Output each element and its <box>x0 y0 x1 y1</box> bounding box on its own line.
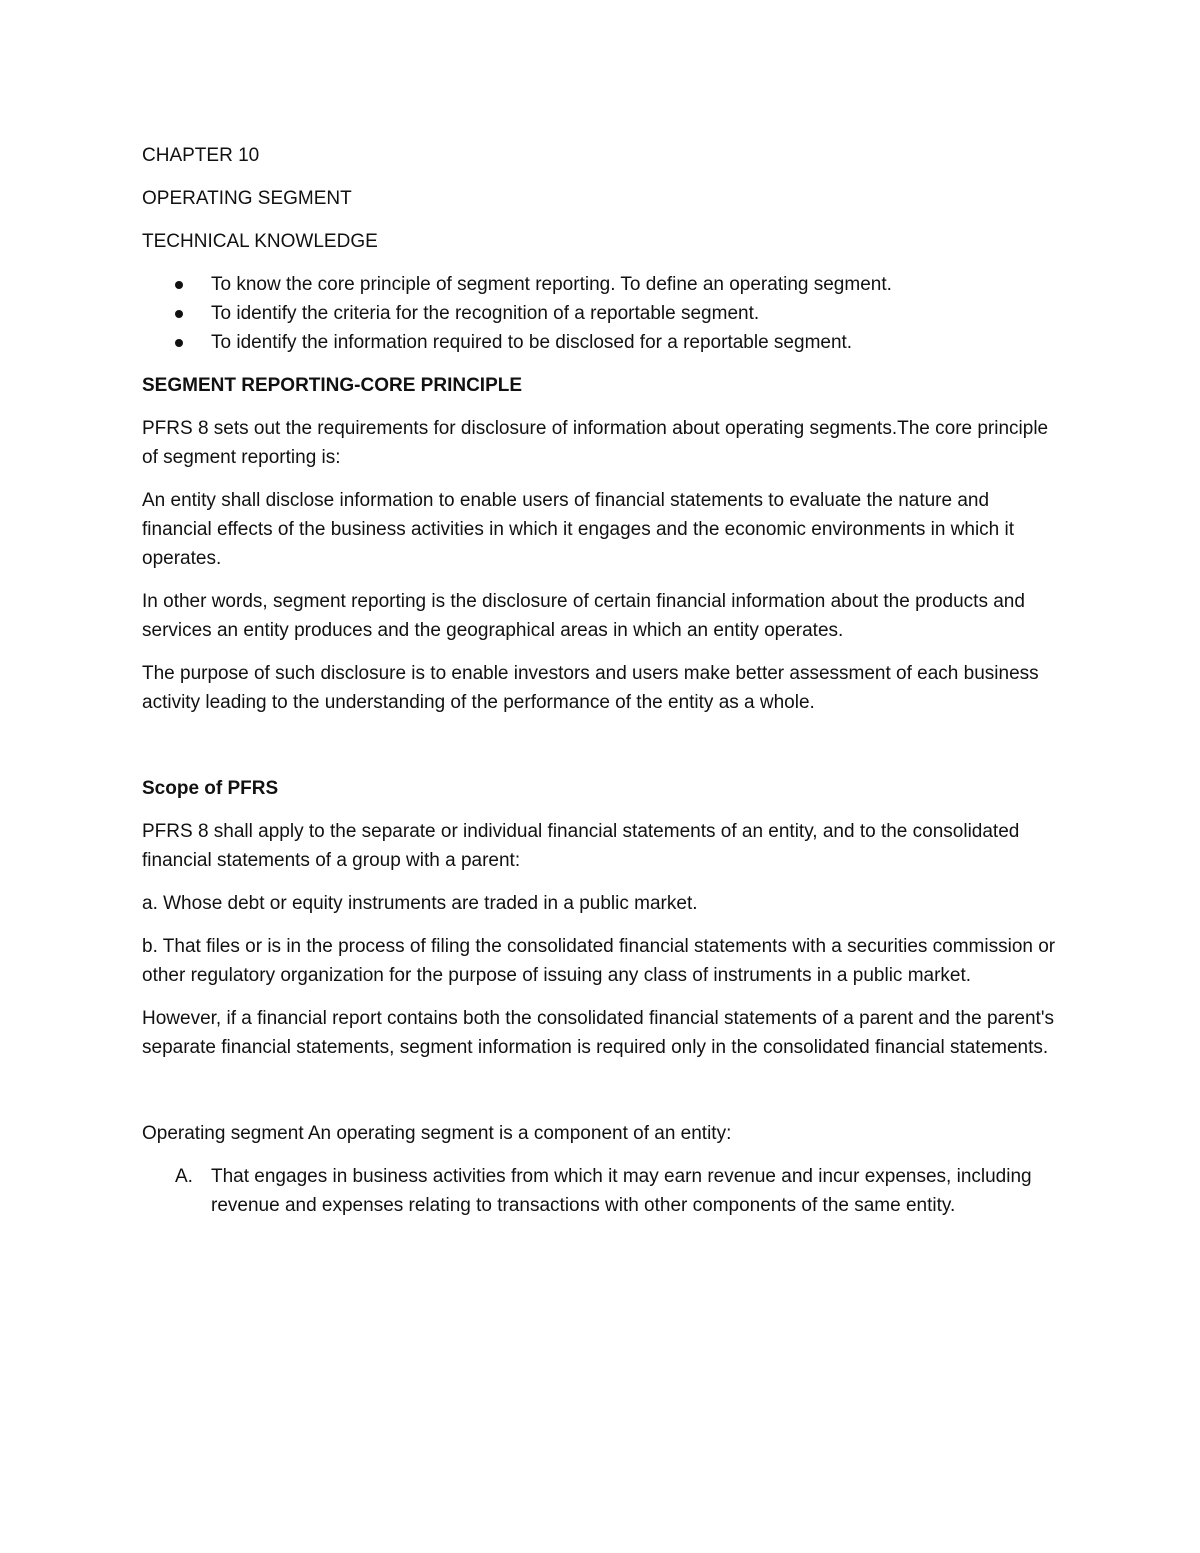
list-item <box>142 328 1062 357</box>
list-item-text: That engages in business activities from which it may earn revenue and incur expenses, including revenue and expenses relating to transactions with other components of the same entity. <box>211 1166 1032 1216</box>
objective-text: To identify the criteria for the recognition of a reportable segment. <box>211 303 760 324</box>
scope-paragraph: However, if a financial report contains both the consolidated financial statements of a parent and the parent's separate financial statements, segment information is required only in the consolidated financial statements. <box>142 1008 1054 1058</box>
document-page <box>142 141 1062 1234</box>
objectives-list <box>142 270 1062 357</box>
list-marker: A. <box>175 1166 193 1187</box>
bullet-icon <box>175 281 183 289</box>
chapter-label: CHAPTER 10 <box>142 145 260 166</box>
core-principle-paragraph: The purpose of such disclosure is to enable investors and users make better assessment of each business activity leading to the understanding of the performance of the entity as a whole. <box>142 663 1039 713</box>
objective-text: To know the core principle of segment reporting. To define an operating segment. <box>211 274 892 295</box>
operating-segment-intro: Operating segment An operating segment is a component of an entity: <box>142 1123 732 1144</box>
spacer <box>142 1076 1062 1119</box>
scope-heading: Scope of PFRS <box>142 778 279 799</box>
core-principle-paragraph: In other words, segment reporting is the disclosure of certain financial information about the products and services an entity produces and the geographical areas in which an entity operates. <box>142 591 1025 641</box>
list-item <box>142 270 1062 299</box>
core-principle-paragraph: PFRS 8 sets out the requirements for disclosure of information about operating segments.The core principle of segment reporting is: <box>142 418 1049 468</box>
objective-text: To identify the information required to be disclosed for a reportable segment. <box>211 332 853 353</box>
core-principle-paragraph: An entity shall disclose information to enable users of financial statements to evaluate the nature and financial effects of the business activities in which it engages and the economic environments in which it operates. <box>142 490 1015 569</box>
bullet-icon <box>175 310 183 318</box>
scope-paragraph: a. Whose debt or equity instruments are traded in a public market. <box>142 893 698 914</box>
section-subtitle: TECHNICAL KNOWLEDGE <box>142 231 378 252</box>
scope-paragraph: b. That files or is in the process of filing the consolidated financial statements with a securities commission or other regulatory organization for the purpose of issuing any class of instruments in a public market. <box>142 936 1056 986</box>
bullet-icon <box>175 339 183 347</box>
list-item <box>142 1162 1062 1220</box>
chapter-title: OPERATING SEGMENT <box>142 188 352 209</box>
scope-paragraph: PFRS 8 shall apply to the separate or individual financial statements of an entity, and to the consolidated financial statements of a group with a parent: <box>142 821 1020 871</box>
list-item <box>142 299 1062 328</box>
core-principle-heading: SEGMENT REPORTING-CORE PRINCIPLE <box>142 375 523 396</box>
spacer <box>142 731 1062 774</box>
